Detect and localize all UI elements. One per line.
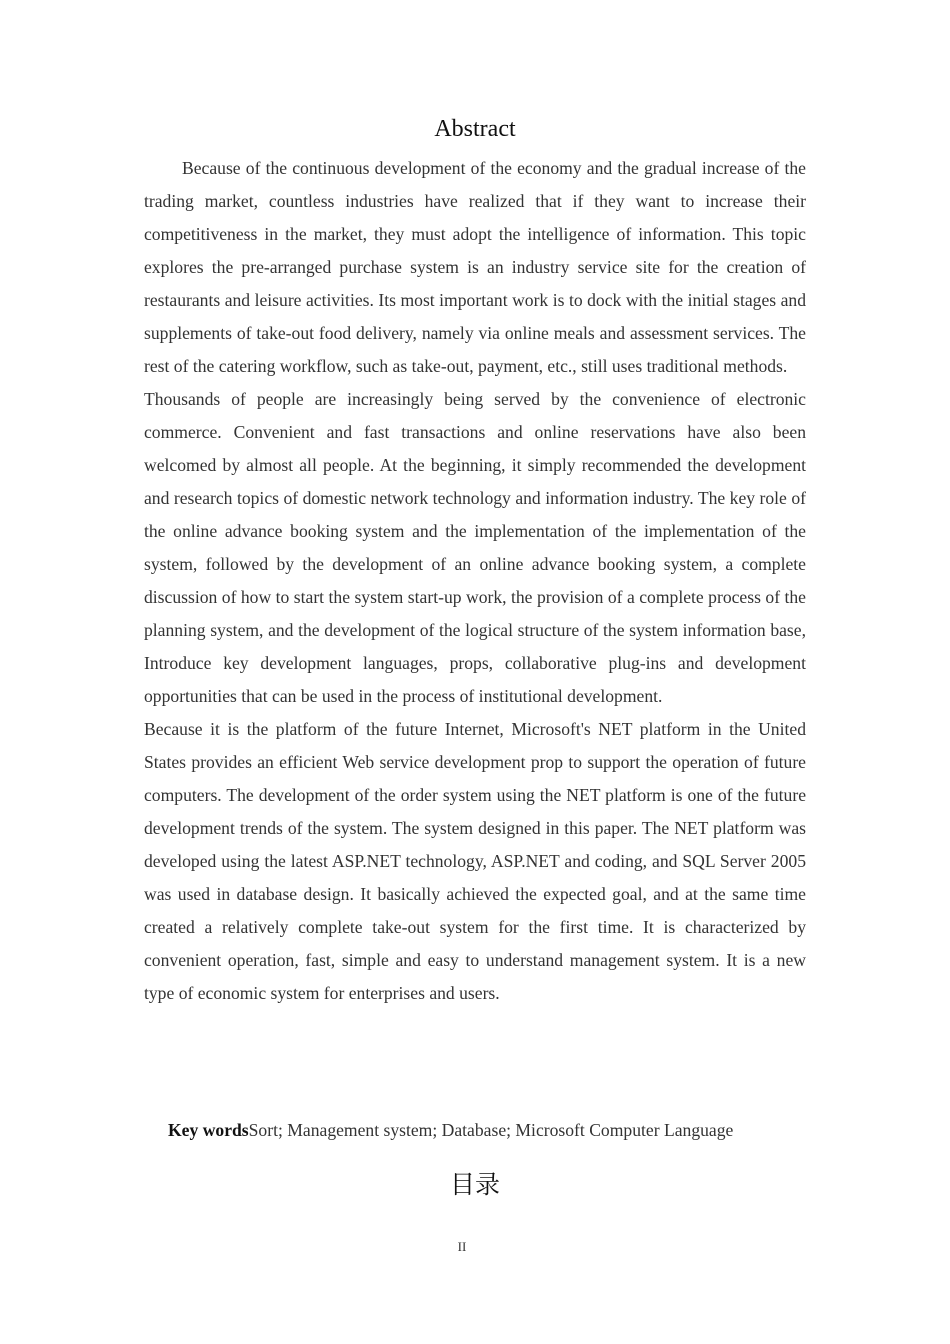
keywords-text: Sort; Management system; Database; Microsoft Computer Language [248, 1120, 734, 1140]
abstract-paragraph-3: Because it is the platform of the future Internet, Microsoft's NET platform in the United States provides an efficient Web service development prop to support the operation of future computers. The development of the order system using the NET platform is one of the future development trends of the system. The system designed in this paper. The NET platform was developed using the latest ASP.NET technology, ASP.NET and coding, and SQL Server 2005 was used in database design. It basically achieved the expected goal, and at the same time created a relatively complete take-out system for the first time. It is characterized by convenient operation, fast, simple and easy to understand management system. It is a new type of economic system for enterprises and users. [144, 719, 806, 1003]
page-number: II [457, 1239, 467, 1254]
abstract-paragraph-2: Thousands of people are increasingly being served by the convenience of electronic commerce. Convenient and fast transactions and online reservations have also been welcomed by almost all people. At the beginning, it simply recommended the development and research topics of domestic network technology and information industry. The key role of the online advance booking system and the implementation of the implementation of the system, followed by the development of an online advance booking system, a complete discussion of how to start the system start-up work, the provision of a complete process of the planning system, and the development of the logical structure of the system information base, Introduce key development languages, props, collaborative plug-ins and development opportunities that can be used in the process of institutional development. [144, 389, 806, 706]
keywords-line [168, 1114, 868, 1147]
toc-title: 目录 [449, 1170, 500, 1199]
abstract-body [144, 152, 806, 1010]
abstract-paragraph-1: Because of the continuous development of the economy and the gradual increase of the trading market, countless industries have realized that if they want to increase their competitiveness in the market, they must adopt the intelligence of information. This topic explores the pre-arranged purchase system is an industry service site for the creation of restaurants and leisure activities. Its most important work is to dock with the initial stages and supplements of take-out food delivery, namely via online meals and assessment services. The rest of the catering workflow, such as take-out, payment, etc., still uses traditional methods. [144, 158, 806, 376]
abstract-title: Abstract [434, 116, 516, 142]
keywords-label: Key words [168, 1120, 249, 1140]
